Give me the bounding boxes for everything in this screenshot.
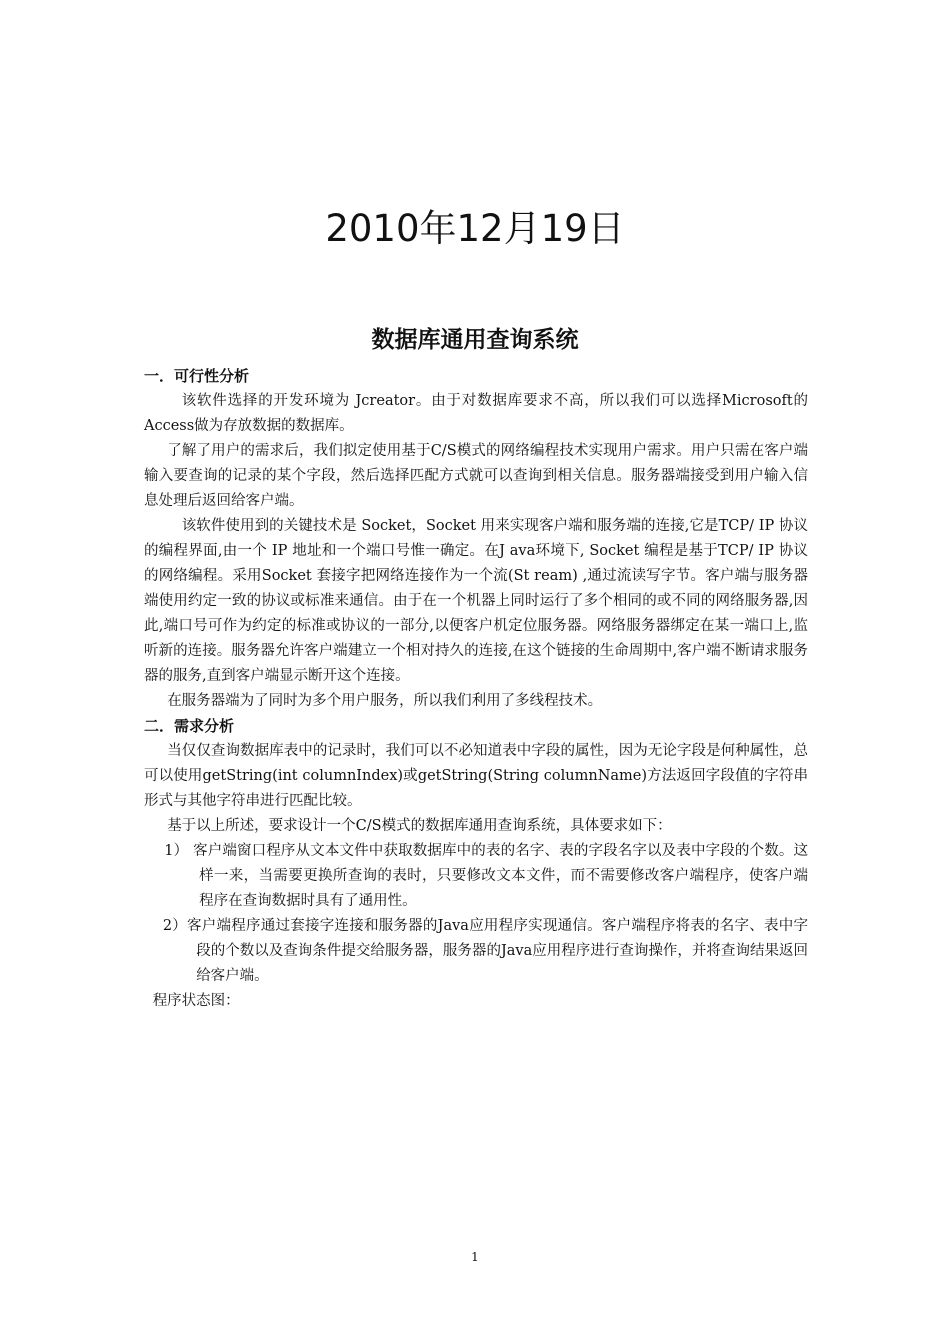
- paragraph: 该软件选择的开发环境为 Jcreator。由于对数据库要求不高，所以我们可以选择Microsoft的Access做为存放数据的数据库。: [144, 393, 808, 434]
- page-number: 1: [471, 1250, 479, 1264]
- paragraph: 基于以上所述，要求设计一个C/S模式的数据库通用查询系统，具体要求如下：: [167, 818, 672, 834]
- paragraph: 当仅仅查询数据库表中的记录时，我们可以不必知道表中字段的属性，因为无论字段是何种属性，总可以使用getString(int columnIndex)或getString(String columnName)方法返回字段值的字符串形式与其他字符串进行匹配比较。: [144, 743, 808, 809]
- section-heading-feasibility: 一．可行性分析: [144, 367, 250, 385]
- paragraph: 该软件使用到的关键技术是 Socket，Socket 用来实现客户端和服务端的连接,它是TCP/ IP 协议的编程界面,由一个 IP 地址和一个端口号惟一确定。在J ava环境下, Socket 编程是基于TCP/ IP 协议的网络编程。采用Socket 套接字把网络连接作为一个流(St ream) ,通过流读写字节。客户端与服务器端使用约定一致的协议或标准来通信。由于在一个机器上同时运行了多个相同的或不同的网络服务器,因此,端口号可作为约定的标准或协议的一部分,以便客户机定位服务器。网络服务器绑定在某一端口上,监听新的连接。服务器允许客户端建立一个相对持久的连接,在这个链接的生命周期中,客户端不断请求服务器的服务,直到客户端显示断开这个连接。: [144, 518, 808, 684]
- paragraph: 在服务器端为了同时为多个用户服务，所以我们利用了多线程技术。: [167, 693, 603, 709]
- document-title: 数据库通用查询系统: [371, 327, 579, 353]
- diagram-caption: 程序状态图：: [152, 993, 240, 1009]
- document-body: [144, 364, 808, 1014]
- list-item: 1） 客户端窗口程序从文本文件中获取数据库中的表的名字、表的字段名字以及表中字段的个数。这样一来，当需要更换所查询的表时，只要修改文本文件，而不需要修改客户端程序，使客户端程序在查询数据时具有了通用性。: [164, 843, 808, 909]
- section-heading-requirements: 二．需求分析: [144, 717, 235, 735]
- paragraph: 了解了用户的需求后，我们拟定使用基于C/S模式的网络编程技术实现用户需求。用户只需在客户端输入要查询的记录的某个字段，然后选择匹配方式就可以查询到相关信息。服务器端接受到用户输入信息处理后返回给客户端。: [144, 443, 808, 509]
- list-item: 2）客户端程序通过套接字连接和服务器的Java应用程序实现通信。客户端程序将表的名字、表中字段的个数以及查询条件提交给服务器，服务器的Java应用程序进行查询操作，并将查询结果返回给客户端。: [162, 918, 808, 984]
- document-date: 2010年12月19日: [325, 207, 625, 250]
